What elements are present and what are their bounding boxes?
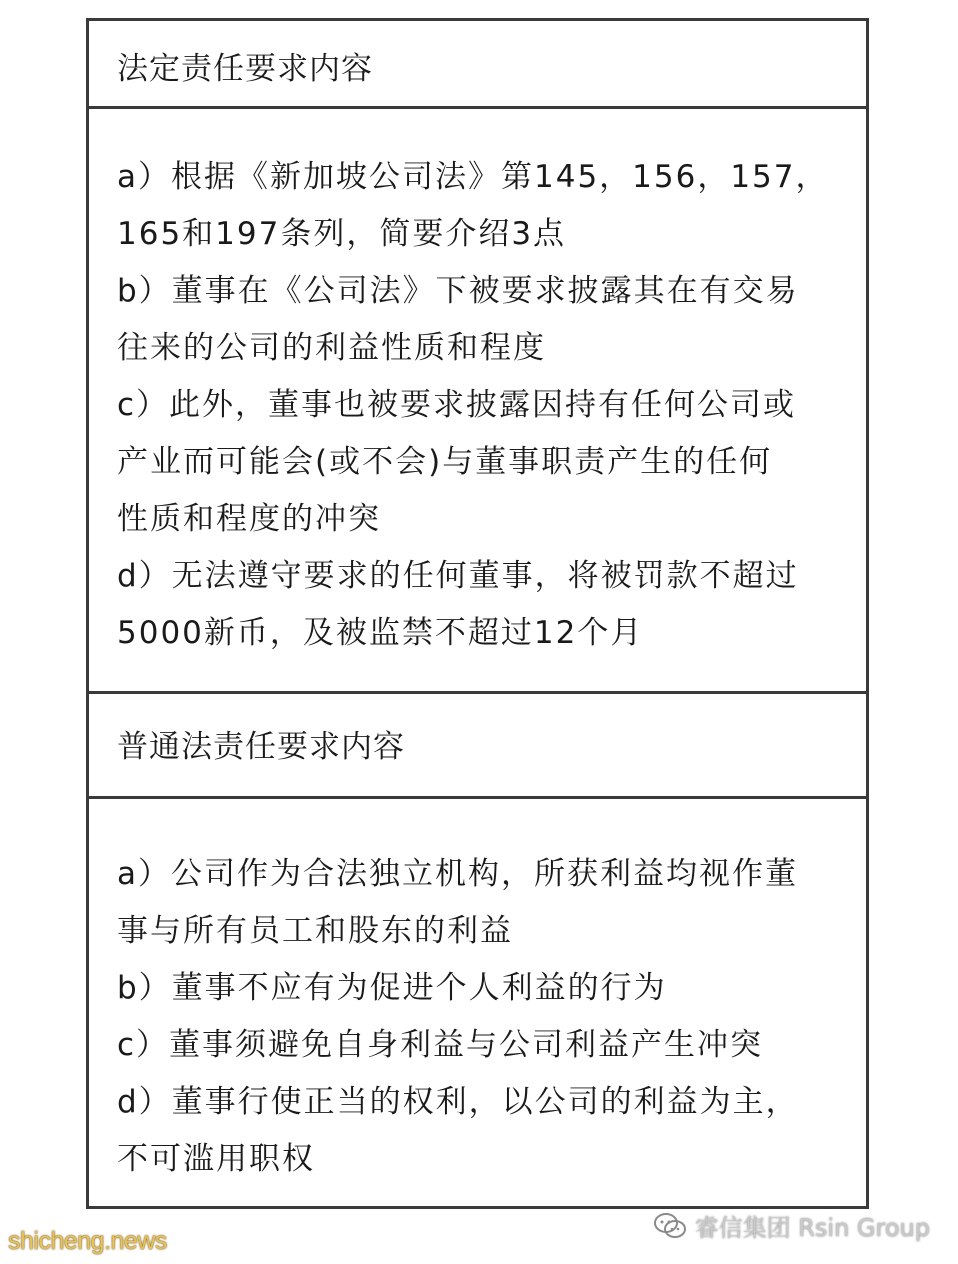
statutory-requirements-text [117,149,852,662]
wechat-icon [653,1212,687,1240]
brand-watermark [653,1208,930,1243]
requirements-table [86,18,869,1209]
section-body-common-law [89,799,866,1206]
site-watermark: shicheng.news [8,1227,167,1255]
text-line: a）根据《新加坡公司法》第145，156，157， [117,159,829,195]
section-body-statutory [89,109,866,694]
text-line: b）董事不应有为促进个人利益的行为 [117,970,667,1006]
text-line: c）董事须避免自身利益与公司利益产生冲突 [117,1027,764,1063]
section-title: 法定责任要求内容 [117,51,373,87]
text-line: 往来的公司的利益性质和程度 [117,330,546,366]
text-line: 不可滥用职权 [117,1141,315,1177]
text-line: d）董事行使正当的权利，以公司的利益为主， [117,1084,799,1120]
text-line: b）董事在《公司法》下被要求披露其在有交易 [117,273,799,309]
section-header-statutory [89,21,866,109]
text-line: c）此外，董事也被要求披露因持有任何公司或 [117,387,797,423]
text-line: a）公司作为合法独立机构，所获利益均视作董 [117,856,798,892]
text-line: d）无法遵守要求的任何董事，将被罚款不超过 [117,558,799,594]
section-header-common-law [89,694,866,799]
text-line: 产业而可能会(或不会)与董事职责产生的任何 [117,444,773,480]
text-line: 5000新币，及被监禁不超过12个月 [117,615,644,651]
section-title: 普通法责任要求内容 [117,729,405,765]
brand-name: 睿信集团 Rsin Group [694,1214,930,1242]
text-line: 性质和程度的冲突 [117,501,381,537]
text-line: 165和197条列，简要介绍3点 [117,216,567,252]
common-law-requirements-text [117,846,852,1188]
text-line: 事与所有员工和股东的利益 [117,913,513,949]
